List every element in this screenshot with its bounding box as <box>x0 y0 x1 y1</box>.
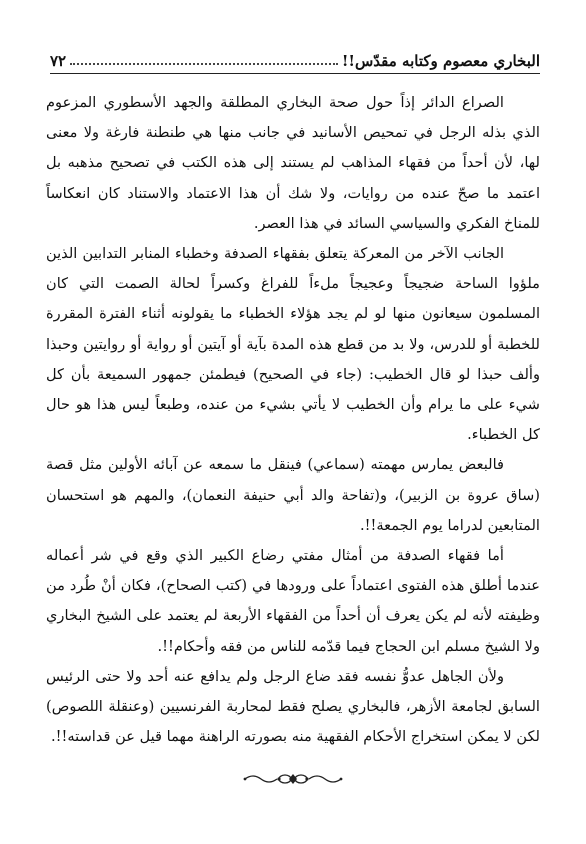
paragraph-5: ولأن الجاهل عدوُّ نفسه فقد ضاع الرجل ولم يدافع عنه أحد ولا حتى الرئيس السابق لجامعة الأزهر، فالبخاري يصلح فقط لمحاربة الفرنسيين (وعنقلة اللصوص) لكن لا يمكن استخراج الأحكام الفقهية منه بصورته الراهنة مهما قيل عن قداسته!!. <box>46 667 540 746</box>
page-number: ٧٢ <box>50 52 67 70</box>
body-text <box>46 88 540 752</box>
decorative-ornament-icon <box>0 772 586 786</box>
ornament-svg <box>243 772 343 786</box>
paragraph-1: الصراع الدائر إذاً حول صحة البخاري المطلقة والجهد الأسطوري المزعوم الذي بذله الرجل في تمحيص الأسانيد في جانب منها هي طنطنة فارغة ولا معنى لها، لأن أحداً من فقهاء المذاهب لم يستند إلى هذه الكتب في تصحيح مذهبه بل اعتمد ما صحّ عنده من روايات، ولا شك أن هذا الاعتماد والاستناد كان انعكاساً للمناخ الفكري والسياسي السائد في هذا العصر. <box>46 94 540 232</box>
paragraph-3: فالبعض يمارس مهمته (سماعي) فينقل ما سمعه عن آبائه الأولين مثل قصة (ساق عروة بن الزبير)، و(تفاحة والد أبي حنيفة النعمان)، والمهم هو استحسان المتابعين لدراما يوم الجمعة!!. <box>46 456 540 534</box>
paragraph-4: أما فقهاء الصدفة من أمثال مفتي رضاع الكبير الذي وقع في شر أعماله عندما أطلق هذه الفتوى اعتماداً على ورودها في (كتب الصحاح)، فكان أنْ طُرد من وظيفته لأنه لم يكن يعرف أن أحداً من الفقهاء الأربعة لم يعتمد على الشيخ البخاري ولا الشيخ مسلم ابن الحجاج فيما قدّمه للناس من فقه وأحكام!!. <box>46 547 540 655</box>
running-header <box>50 44 540 74</box>
header-dot-leader <box>70 62 338 65</box>
header-title: البخاري معصوم وكتابه مقدّس!! <box>341 52 540 70</box>
paragraph-2: الجانب الآخر من المعركة يتعلق بفقهاء الصدفة وخطباء المنابر التدابين الذين ملؤوا الساحة ضجيجاً وعجيجاً ملءاً للفراغ وكسراً لحالة الصمت التي كان المسلمون سيعانون منها لو لم يجد هؤلاء الخطباء ما يقولونه أثناء الفترة المقررة للخطبة أو للدرس، ولا بد من قطع هذه المدة بآية أو آيتين أو رواية أو روايتين وحبذا وألف حبذا لو قال الخطيب: (جاء في الصحيح) فيطمئن جمهور السميعة بأن كل شيء على ما يرام وأن الخطيب لا يأتي بشيء من عنده، وطبعاً ليس هذا هو حال كل الخطباء. <box>46 245 540 444</box>
